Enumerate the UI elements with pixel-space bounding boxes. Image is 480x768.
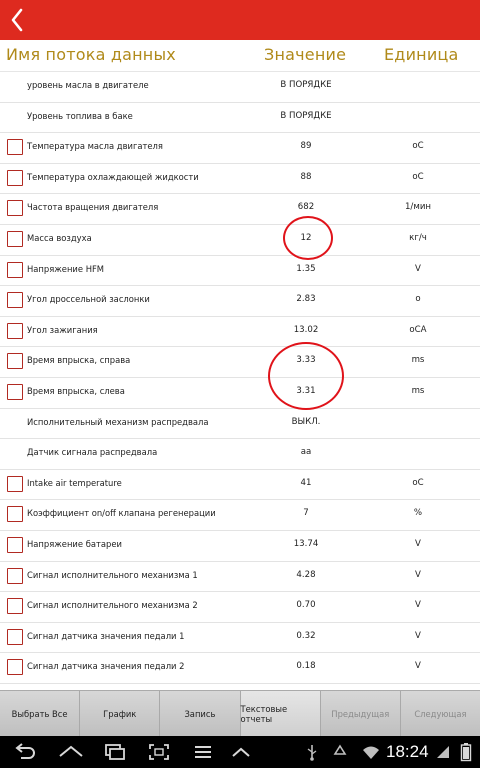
clock: 18:24: [386, 742, 429, 761]
row-value: 3.31: [296, 385, 316, 396]
column-header-name: Имя потока данных: [6, 45, 176, 64]
row-value: 0.18: [296, 661, 316, 672]
row-unit: V: [415, 661, 421, 672]
wifi-icon: [360, 742, 382, 762]
row-checkbox[interactable]: [7, 170, 23, 186]
row-checkbox[interactable]: [7, 537, 23, 553]
table-row[interactable]: [0, 592, 480, 623]
row-unit: oC: [412, 477, 424, 488]
row-unit: oC: [412, 141, 424, 152]
row-value: 4.28: [296, 569, 316, 580]
row-unit: %: [413, 508, 423, 519]
row-name: Температура охлаждающей жидкости: [27, 171, 199, 182]
column-header-value: Значение: [264, 45, 347, 64]
row-value: В ПОРЯДКЕ: [280, 110, 332, 121]
back-arrow-icon[interactable]: [10, 742, 40, 762]
row-value: 13.74: [293, 538, 319, 549]
row-unit: o: [415, 294, 421, 305]
row-value: 13.02: [293, 324, 319, 335]
row-unit: V: [415, 538, 421, 549]
row-name: Угол дроссельной заслонки: [27, 294, 150, 305]
table-row[interactable]: [0, 562, 480, 593]
text-reports-button[interactable]: Текстовые отчеты: [241, 691, 321, 736]
row-value: 0.70: [296, 600, 316, 611]
row-unit: кг/ч: [409, 232, 427, 243]
row-value: В ПОРЯДКЕ: [280, 80, 332, 90]
row-unit: oCA: [409, 324, 427, 335]
row-unit: oC: [412, 171, 424, 182]
row-checkbox[interactable]: [7, 506, 23, 522]
table-row[interactable]: [0, 500, 480, 531]
table-row[interactable]: [0, 531, 480, 562]
table-row[interactable]: [0, 653, 480, 684]
row-value: aa: [300, 447, 312, 458]
data-stream-list[interactable]: [0, 72, 480, 684]
menu-icon[interactable]: [188, 742, 218, 762]
row-checkbox[interactable]: [7, 568, 23, 584]
row-name: Коэффициент on/off клапана регенерации: [27, 508, 216, 519]
row-value: 3.33: [296, 355, 316, 366]
row-value: ВЫКЛ.: [291, 416, 321, 427]
table-row[interactable]: [0, 470, 480, 501]
row-name: Intake air temperature: [27, 477, 122, 488]
table-row[interactable]: [0, 409, 480, 440]
table-row[interactable]: [0, 103, 480, 134]
row-checkbox[interactable]: [7, 139, 23, 155]
row-unit: V: [415, 263, 421, 274]
recent-apps-icon[interactable]: [100, 742, 130, 762]
row-checkbox[interactable]: [7, 292, 23, 308]
row-name: Напряжение HFM: [27, 263, 105, 274]
table-row[interactable]: [0, 133, 480, 164]
row-value: 1.35: [296, 263, 316, 274]
table-row[interactable]: [0, 164, 480, 195]
row-unit: V: [415, 569, 421, 580]
table-row[interactable]: [0, 256, 480, 287]
row-name: Сигнал исполнительного механизма 2: [27, 600, 198, 611]
row-checkbox[interactable]: [7, 598, 23, 614]
row-checkbox[interactable]: [7, 353, 23, 369]
row-checkbox[interactable]: [7, 323, 23, 339]
row-value: 89: [300, 141, 312, 152]
previous-button[interactable]: Предыдущая: [321, 691, 401, 736]
row-unit: V: [415, 600, 421, 611]
row-name: уровень масла в двигателе: [27, 80, 149, 90]
row-checkbox[interactable]: [7, 231, 23, 247]
row-name: Сигнал датчика значения педали 1: [27, 630, 185, 641]
row-unit: 1/мин: [404, 202, 432, 213]
column-header: [0, 40, 480, 72]
row-value: 41: [300, 477, 312, 488]
table-row[interactable]: [0, 439, 480, 470]
top-bar: [0, 0, 480, 40]
table-row[interactable]: [0, 225, 480, 256]
chevron-up-icon[interactable]: [226, 742, 256, 762]
row-unit: ms: [411, 385, 425, 396]
home-icon[interactable]: [56, 742, 86, 762]
row-name: Частота вращения двигателя: [27, 202, 159, 213]
row-value: 12: [300, 232, 312, 243]
table-row[interactable]: [0, 286, 480, 317]
column-header-unit: Единица: [384, 45, 459, 64]
row-name: Сигнал исполнительного механизма 1: [27, 569, 198, 580]
row-name: Датчик сигнала распредвала: [27, 447, 158, 458]
battery-icon: [456, 742, 476, 762]
bottom-toolbar: [0, 690, 480, 736]
back-button[interactable]: [4, 4, 36, 36]
chevron-left-icon: [4, 4, 36, 36]
row-name: Сигнал датчика значения педали 2: [27, 661, 185, 672]
system-nav-bar: [0, 736, 480, 768]
row-value: 7: [303, 508, 309, 519]
row-unit: ms: [411, 355, 425, 366]
row-name: Угол зажигания: [27, 324, 98, 335]
row-name: Время впрыска, справа: [27, 355, 131, 366]
row-checkbox[interactable]: [7, 629, 23, 645]
row-checkbox[interactable]: [7, 659, 23, 675]
row-value: 682: [297, 202, 315, 213]
row-value: 2.83: [296, 294, 316, 305]
table-row[interactable]: [0, 378, 480, 409]
row-value: 88: [300, 171, 312, 182]
table-row[interactable]: [0, 194, 480, 225]
signal-icon: [434, 742, 452, 762]
row-name: Исполнительный механизм распредвала: [27, 416, 209, 427]
row-name: Время впрыска, слева: [27, 385, 125, 396]
row-value: 0.32: [296, 630, 316, 641]
usb-icon: [302, 742, 322, 762]
graph-button[interactable]: График: [80, 691, 160, 736]
row-name: Масса воздуха: [27, 232, 92, 243]
row-unit: V: [415, 630, 421, 641]
row-name: Уровень топлива в баке: [27, 110, 133, 121]
row-checkbox[interactable]: [7, 384, 23, 400]
recycle-icon: [330, 742, 350, 762]
screenshot-icon[interactable]: [144, 742, 174, 762]
row-checkbox[interactable]: [7, 476, 23, 492]
table-row[interactable]: [0, 72, 480, 103]
next-button[interactable]: Следующая: [414, 708, 467, 719]
table-row[interactable]: [0, 317, 480, 348]
select-all-button[interactable]: Выбрать Все: [0, 691, 80, 736]
row-checkbox[interactable]: [7, 200, 23, 216]
table-row[interactable]: [0, 347, 480, 378]
record-button[interactable]: Запись: [160, 691, 240, 736]
row-name: Напряжение батареи: [27, 538, 122, 549]
row-name: Температура масла двигателя: [27, 141, 163, 152]
row-checkbox[interactable]: [7, 262, 23, 278]
table-row[interactable]: [0, 623, 480, 654]
